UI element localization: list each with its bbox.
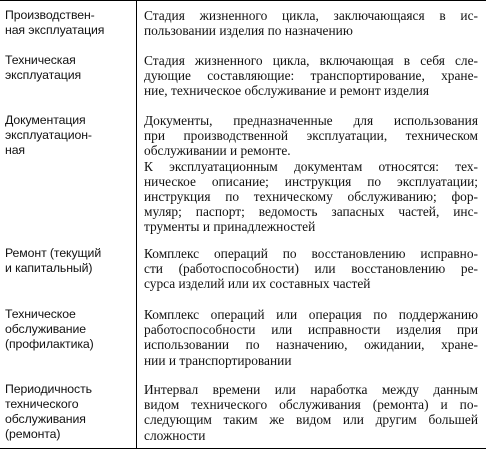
definition-line: К эксплуатационным документам относятся: тех- xyxy=(144,158,478,174)
term-line: Техническое xyxy=(5,307,76,321)
term-line: Производствен- xyxy=(5,8,95,22)
term-line: обслуживания xyxy=(5,412,86,427)
term-line: ная эксплуатация xyxy=(5,23,105,38)
definition-line: дующие составляющие: транспортирование, хране- xyxy=(144,68,478,84)
term-line: Техническая xyxy=(5,53,76,67)
definition-line: Комплекс операций по восстановлению исправно- xyxy=(144,246,478,261)
term-cell xyxy=(5,246,133,276)
term-cell xyxy=(5,53,133,83)
term-line: эксплуатация xyxy=(5,68,82,83)
definition-line: Стадия жизненного цикла, включающая в себя сле- xyxy=(144,53,478,68)
term-line: ная xyxy=(5,143,25,158)
definition-cell xyxy=(144,246,478,292)
term-line: эксплуатацион- xyxy=(5,128,92,143)
definition-cell xyxy=(144,53,478,99)
term-line: Периодичность xyxy=(5,382,92,396)
definition-line: муляр; паспорт; ведомость запасных частей, инс- xyxy=(144,204,478,220)
definition-line: нии и транспортировании xyxy=(144,352,292,368)
term-line: Документация xyxy=(5,113,86,127)
term-line: Ремонт (текущий xyxy=(5,246,102,260)
definition-line: при производственной эксплуатации, техническом xyxy=(144,128,478,144)
definition-line: Интервал времени или наработка между данным xyxy=(144,382,478,397)
term-cell xyxy=(5,307,133,352)
definition-line: сти (работоспособности) или восстановлению ре- xyxy=(144,261,478,277)
definition-line: обслуживании и ремонте. xyxy=(144,143,291,159)
term-line: (профилактика) xyxy=(5,337,94,352)
definition-line: трументы и принадлежностей xyxy=(144,219,316,235)
definition-cell xyxy=(144,8,478,38)
term-cell xyxy=(5,8,133,38)
definition-line: использовании по назначению, ожидании, хране- xyxy=(144,337,478,353)
term-line: технического xyxy=(5,397,79,412)
term-line: и капитальный) xyxy=(5,261,93,276)
term-line: (ремонта) xyxy=(5,427,61,442)
definition-cell xyxy=(144,382,478,443)
definition-line: инструкция по техническому обслуживанию; фор- xyxy=(144,189,478,205)
definition-line: сложности xyxy=(144,427,206,443)
definition-line: Стадия жизненного цикла, заключающаяся в ис- xyxy=(144,8,478,23)
definition-line: пользовании изделия по назначению xyxy=(144,23,353,39)
definition-line: Документы, предназначенные для использования xyxy=(144,113,478,128)
definition-line: ние, техническое обслуживание и ремонт изделия xyxy=(144,83,429,99)
definition-line: следующим таким же видом или другим большей xyxy=(144,412,478,428)
definition-line: ническое описание; инструкция по эксплуатации; xyxy=(144,173,478,189)
term-line: обслуживание xyxy=(5,322,86,337)
definition-cell xyxy=(144,113,478,235)
definition-line: сурса изделий или их составных частей xyxy=(144,276,371,292)
definition-line: Комплекс операций или операция по поддержанию xyxy=(144,307,478,322)
definition-line: видом технического обслуживания (ремонта) и по- xyxy=(144,397,478,413)
definition-cell xyxy=(144,307,478,368)
term-cell xyxy=(5,382,133,442)
term-cell xyxy=(5,113,133,158)
definition-line: работоспособности или исправности изделия при xyxy=(144,322,478,338)
column-divider xyxy=(136,1,137,448)
